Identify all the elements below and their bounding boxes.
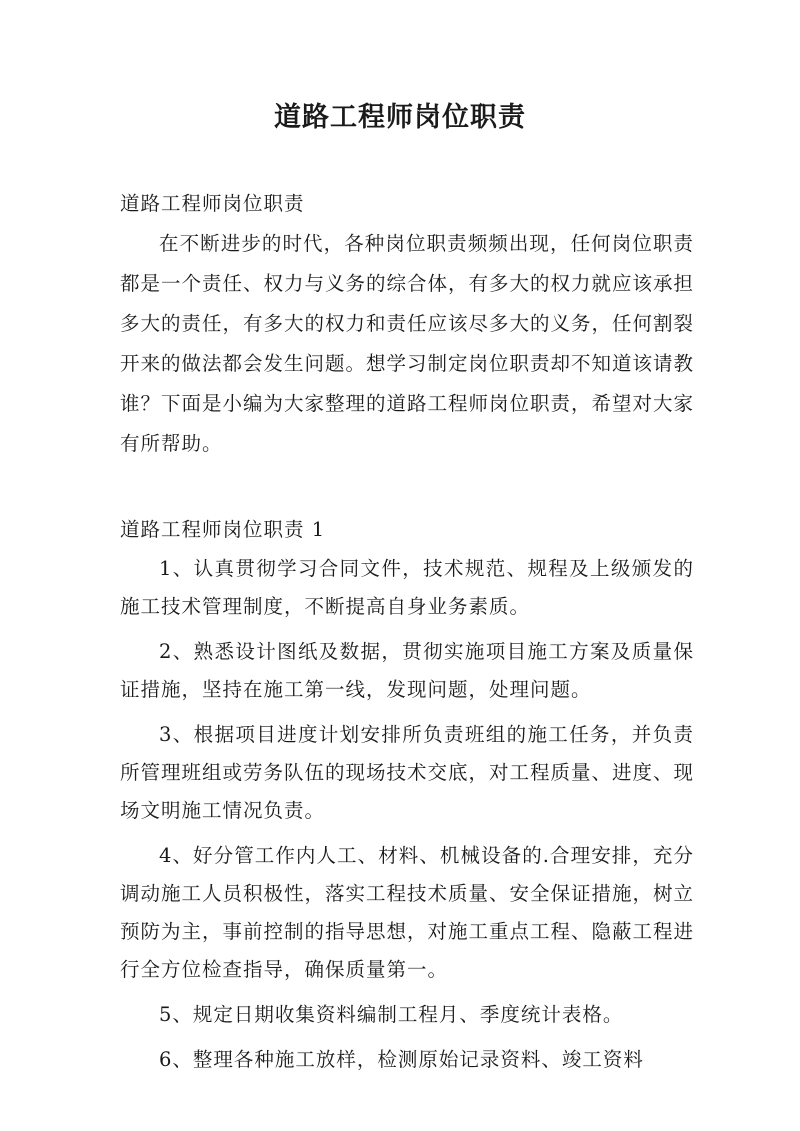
document-body: [120, 184, 694, 1079]
document-subtitle: 道路工程师岗位职责: [120, 192, 305, 215]
duty-item-4: 4、好分管工作内人工、材料、机械设备的.合理安排，充分调动施工人员积极性，落实工程技术质量、安全保证措施，树立预防为主，事前控制的指导思想，对施工重点工程、隐蔽工程进行全方位检查指导，确保质量第一。: [120, 844, 695, 981]
document-title: 道路工程师岗位职责: [274, 102, 526, 133]
section-heading: 道路工程师岗位职责 1: [120, 518, 326, 541]
duty-item-1: 1、认真贯彻学习合同文件，技术规范、规程及上级颁发的施工技术管理制度，不断提高自身业务素质。: [120, 557, 694, 618]
duty-list: [120, 550, 694, 1079]
section-spacer: [120, 464, 694, 510]
duty-item-3: 3、根据项目进度计划安排所负责班组的施工任务，并负责所管理班组或劳务队伍的现场技术交底，对工程质量、进度、现场文明施工情况负责。: [120, 723, 695, 822]
duty-item-6: 6、整理各种施工放样，检测原始记录资料、竣工资料: [159, 1048, 644, 1071]
duty-item-5: 5、规定日期收集资料编制工程月、季度统计表格。: [159, 1003, 624, 1026]
duty-item-2: 2、熟悉设计图纸及数据，贯彻实施项目施工方案及质量保证措施，坚持在施工第一线，发现问题，处理问题。: [120, 640, 694, 701]
intro-paragraph: 在不断进步的时代，各种岗位职责频频出现，任何岗位职责都是一个责任、权力与义务的综合体，有多大的权力就应该承担多大的责任，有多大的权力和责任应该尽多大的义务，任何割裂开来的做法都会发生问题。想学习制定岗位职责却不知道该请教谁？下面是小编为大家整理的道路工程师岗位职责，希望对大家有所帮助。: [120, 232, 695, 455]
